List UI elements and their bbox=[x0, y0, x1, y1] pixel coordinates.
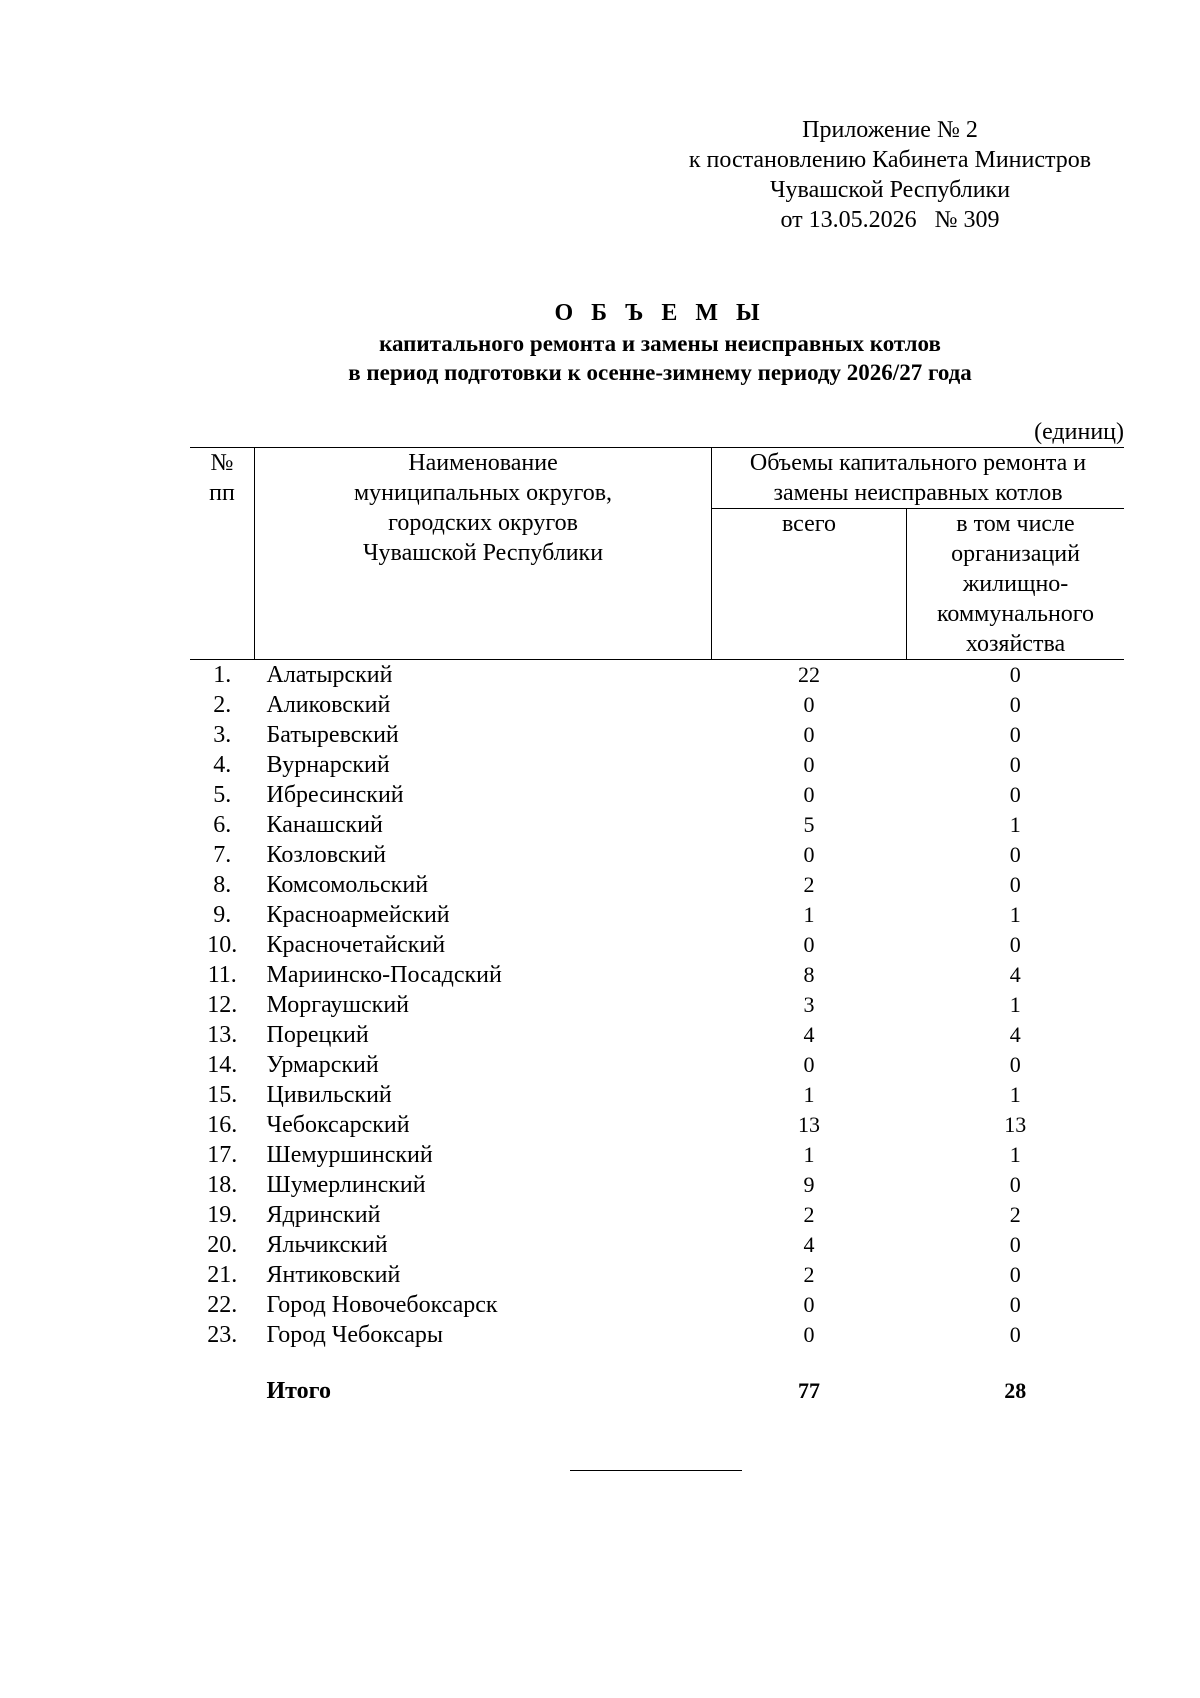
table-row bbox=[190, 840, 1124, 870]
row-number: 21. bbox=[207, 1262, 238, 1288]
header-volumes bbox=[712, 448, 1125, 509]
district-name: Вурнарский bbox=[266, 752, 390, 778]
district-name: Канашский bbox=[266, 812, 383, 838]
total-value: 22 bbox=[798, 662, 820, 687]
housing-value: 2 bbox=[1009, 1202, 1021, 1227]
housing-value: 1 bbox=[1009, 812, 1021, 837]
district-name: Цивильский bbox=[266, 1082, 392, 1108]
approval-block bbox=[660, 115, 1120, 235]
row-number: 15. bbox=[207, 1082, 238, 1108]
units-label: (единиц) bbox=[1034, 419, 1124, 445]
table-row bbox=[190, 720, 1124, 750]
total-value: 2 bbox=[803, 1202, 815, 1227]
housing-value: 0 bbox=[1009, 1262, 1021, 1287]
housing-value: 1 bbox=[1009, 1142, 1021, 1167]
total-value: 77 bbox=[798, 1378, 820, 1403]
row-number: 23. bbox=[207, 1322, 238, 1348]
total-value: 8 bbox=[803, 962, 815, 987]
header-text: всего bbox=[781, 511, 837, 537]
district-name: Ибресинский bbox=[266, 782, 404, 808]
end-rule bbox=[570, 1470, 742, 1471]
district-name: Шемуршинский bbox=[266, 1142, 433, 1168]
district-name: Порецкий bbox=[266, 1022, 369, 1048]
district-name: Козловский bbox=[266, 842, 386, 868]
row-number: 9. bbox=[213, 902, 232, 928]
table-row bbox=[190, 990, 1124, 1020]
header-text: городских округов bbox=[388, 510, 578, 536]
document-subtitle: капитального ремонта и замены неисправных котлов bbox=[379, 331, 941, 356]
table-row bbox=[190, 1260, 1124, 1290]
total-value: 0 bbox=[803, 842, 815, 867]
housing-value: 4 bbox=[1009, 1022, 1021, 1047]
district-name: Мариинско-Посадский bbox=[266, 962, 502, 988]
housing-value: 0 bbox=[1009, 782, 1021, 807]
district-name: Ядринский bbox=[266, 1202, 381, 1228]
header-text: № bbox=[210, 450, 234, 476]
table-row bbox=[190, 1230, 1124, 1260]
row-number: 19. bbox=[207, 1202, 238, 1228]
header-text: коммунального bbox=[936, 601, 1095, 627]
housing-value: 1 bbox=[1009, 1082, 1021, 1107]
approval-line: к постановлению Кабинета Министров bbox=[688, 147, 1092, 173]
district-name: Яльчикский bbox=[266, 1232, 388, 1258]
table-row bbox=[190, 660, 1124, 691]
district-name: Чебоксарский bbox=[266, 1112, 410, 1138]
total-value: 4 bbox=[803, 1022, 815, 1047]
table-row bbox=[190, 750, 1124, 780]
district-name: Аликовский bbox=[266, 692, 391, 718]
total-value: 0 bbox=[803, 1322, 815, 1347]
district-name: Алатырский bbox=[266, 662, 393, 688]
row-number: 11. bbox=[207, 962, 237, 988]
housing-value: 0 bbox=[1009, 1292, 1021, 1317]
total-label: Итого bbox=[266, 1378, 331, 1404]
total-housing-value: 28 bbox=[1004, 1378, 1027, 1403]
row-number: 10. bbox=[207, 932, 238, 958]
row-number: 5. bbox=[213, 782, 232, 808]
header-text: в том числе bbox=[956, 511, 1075, 537]
row-number: 3. bbox=[213, 722, 232, 748]
total-value: 1 bbox=[803, 1142, 815, 1167]
header-num bbox=[190, 448, 255, 660]
row-number: 7. bbox=[213, 842, 232, 868]
district-name: Красночетайский bbox=[266, 932, 446, 958]
header-text: Наименование bbox=[408, 450, 558, 476]
table-row bbox=[190, 1170, 1124, 1200]
housing-value: 0 bbox=[1009, 1052, 1021, 1077]
housing-value: 0 bbox=[1009, 662, 1021, 687]
row-number: 22. bbox=[207, 1292, 238, 1318]
housing-value: 0 bbox=[1009, 752, 1021, 777]
district-name: Город Новочебоксарск bbox=[266, 1292, 498, 1318]
table-row bbox=[190, 1200, 1124, 1230]
row-number: 4. bbox=[213, 752, 232, 778]
housing-value: 0 bbox=[1009, 1172, 1021, 1197]
total-num-cell bbox=[190, 1350, 255, 1406]
table-row bbox=[190, 960, 1124, 990]
row-number: 6. bbox=[213, 812, 232, 838]
table-row bbox=[190, 780, 1124, 810]
housing-value: 0 bbox=[1009, 692, 1021, 717]
housing-value: 0 bbox=[1009, 1322, 1021, 1347]
table-row bbox=[190, 900, 1124, 930]
header-text: замены неисправных котлов bbox=[773, 480, 1063, 506]
total-value: 9 bbox=[803, 1172, 815, 1197]
row-number: 16. bbox=[207, 1112, 238, 1138]
table-row bbox=[190, 1050, 1124, 1080]
header-name bbox=[255, 448, 712, 660]
total-value: 0 bbox=[803, 722, 815, 747]
table-row bbox=[190, 1110, 1124, 1140]
total-value: 3 bbox=[803, 992, 815, 1017]
approval-date: от 13.05.2026 № 309 bbox=[780, 207, 1000, 233]
total-value: 4 bbox=[803, 1232, 815, 1257]
total-value: 2 bbox=[803, 1262, 815, 1287]
total-value: 2 bbox=[803, 872, 815, 897]
table-row bbox=[190, 1080, 1124, 1110]
table-row bbox=[190, 1020, 1124, 1050]
header-housing bbox=[907, 509, 1125, 660]
table-body bbox=[190, 660, 1124, 1407]
district-name: Урмарский bbox=[266, 1052, 379, 1078]
document-title: О Б Ъ Е М Ы bbox=[554, 300, 766, 326]
row-number: 1. bbox=[213, 662, 232, 688]
approval-line: Чувашской Республики bbox=[769, 177, 1011, 203]
table-row bbox=[190, 690, 1124, 720]
housing-value: 0 bbox=[1009, 1232, 1021, 1257]
header-text: пп bbox=[209, 480, 235, 506]
row-number: 17. bbox=[207, 1142, 238, 1168]
header-text: муниципальных округов, bbox=[353, 480, 613, 506]
total-value: 0 bbox=[803, 1292, 815, 1317]
housing-value: 13 bbox=[1004, 1112, 1027, 1137]
housing-value: 1 bbox=[1009, 902, 1021, 927]
total-value: 1 bbox=[803, 1082, 815, 1107]
total-value: 0 bbox=[803, 932, 815, 957]
total-value: 0 bbox=[803, 782, 815, 807]
row-number: 18. bbox=[207, 1172, 238, 1198]
district-name: Шумерлинский bbox=[266, 1172, 426, 1198]
header-text: организаций bbox=[951, 541, 1080, 567]
row-number: 8. bbox=[213, 872, 232, 898]
approval-line: Приложение № 2 bbox=[802, 117, 978, 143]
total-value: 5 bbox=[803, 812, 815, 837]
total-row bbox=[190, 1350, 1124, 1406]
district-name: Комсомольский bbox=[266, 872, 429, 898]
total-value: 0 bbox=[803, 692, 815, 717]
district-name: Батыревский bbox=[266, 722, 399, 748]
row-number: 2. bbox=[213, 692, 232, 718]
total-value: 13 bbox=[798, 1112, 820, 1137]
housing-value: 4 bbox=[1009, 962, 1021, 987]
table-row bbox=[190, 1140, 1124, 1170]
total-value: 0 bbox=[803, 1052, 815, 1077]
header-total bbox=[712, 509, 907, 660]
district-name: Моргаушский bbox=[266, 992, 409, 1018]
row-number: 14. bbox=[207, 1052, 238, 1078]
row-number: 12. bbox=[207, 992, 238, 1018]
volumes-table bbox=[190, 447, 1124, 1406]
total-value: 0 bbox=[803, 752, 815, 777]
housing-value: 0 bbox=[1009, 872, 1021, 897]
district-name: Янтиковский bbox=[266, 1262, 401, 1288]
housing-value: 0 bbox=[1009, 932, 1021, 957]
document-subtitle: в период подготовки к осенне-зимнему периоду 2026/27 года bbox=[348, 360, 972, 385]
header-text: жилищно- bbox=[962, 571, 1069, 597]
table-row bbox=[190, 870, 1124, 900]
table-row bbox=[190, 1290, 1124, 1320]
row-number: 20. bbox=[207, 1232, 238, 1258]
header-text: Объемы капитального ремонта и bbox=[749, 450, 1087, 476]
housing-value: 0 bbox=[1009, 842, 1021, 867]
row-number: 13. bbox=[207, 1022, 238, 1048]
header-text: хозяйства bbox=[965, 631, 1066, 657]
housing-value: 0 bbox=[1009, 722, 1021, 747]
header-text: Чувашской Республики bbox=[362, 540, 604, 566]
table-row bbox=[190, 930, 1124, 960]
housing-value: 1 bbox=[1009, 992, 1021, 1017]
district-name: Красноармейский bbox=[266, 902, 450, 928]
district-name: Город Чебоксары bbox=[266, 1322, 444, 1348]
total-value: 1 bbox=[803, 902, 815, 927]
table-row bbox=[190, 1320, 1124, 1350]
table-row bbox=[190, 810, 1124, 840]
